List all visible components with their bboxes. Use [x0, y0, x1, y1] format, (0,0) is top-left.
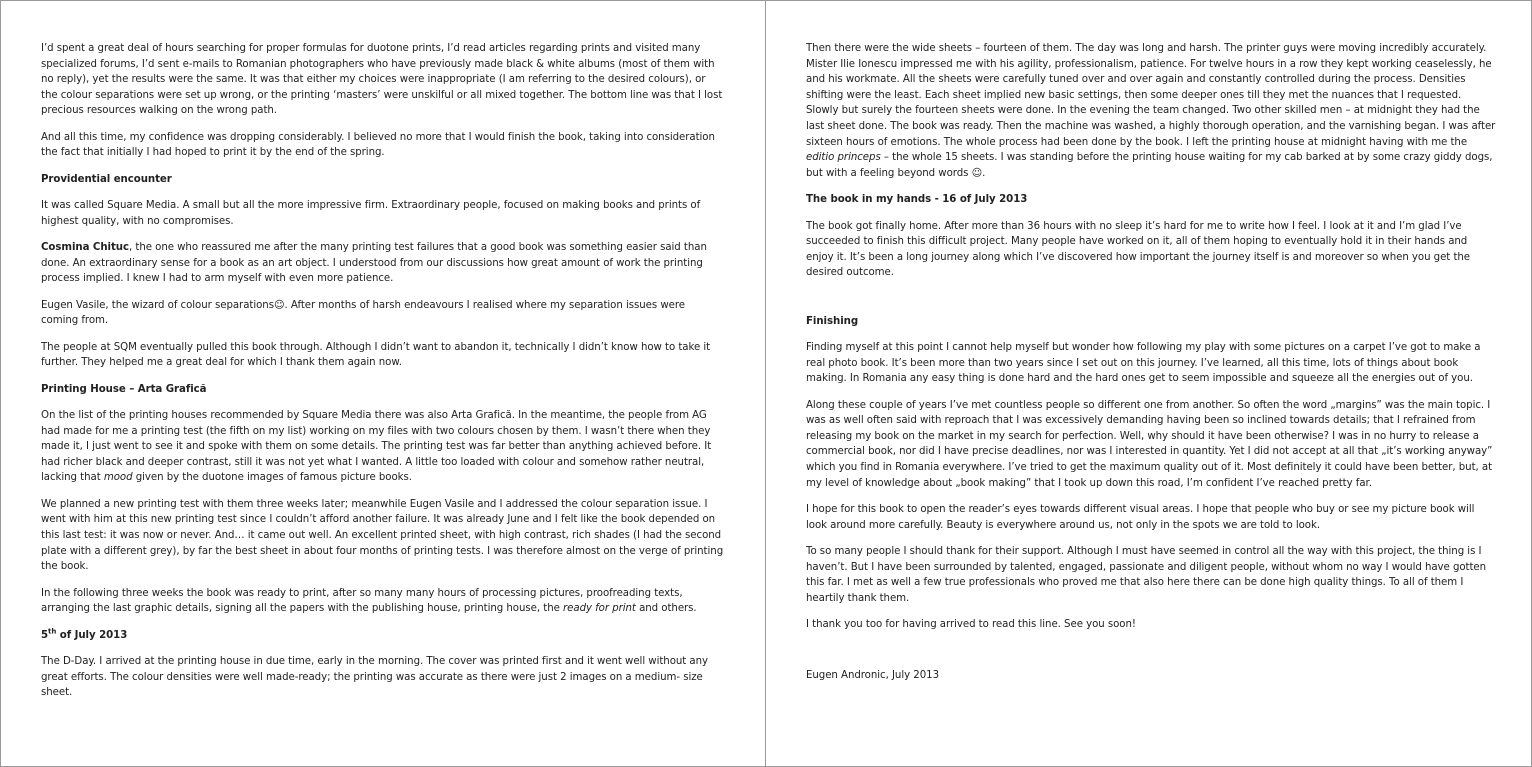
paragraph: We planned a new printing test with them three weeks later; meanwhile Eugen Vasile and I addressed the colour separation issue. I went with him at this new printing test since I couldn’t afford another failure. It was already June and I felt like the book depended on this last test: it was now or never. And… it came out well. An excellent printed sheet, with high contrast, rich shades (I had the second plate with a different grey), by far the best sheet in about four months of printing tests. I was therefore almost on the verge of printing the book.	[41, 498, 724, 573]
paragraph	[41, 586, 725, 617]
date-day: 5	[41, 629, 49, 641]
left-page-text	[41, 41, 725, 712]
date-ordinal: th	[48, 627, 57, 636]
paragraph: The people at SQM eventually pulled this book through. Although I didn’t want to abandon it, technically I didn’t know how to take it further. They helped me a great deal for which I thank them again now.	[41, 341, 711, 369]
paragraph: To so many people I should thank for their support. Although I must have seemed in control all the way with this project, the thing is I haven’t. But I have been surrounded by talented, engaged, passionate and diligent people, without whom no way I would have gotten this far. I met as well a few true professionals who proved me that also here there can be done high quality things. To all of them I heartily thank them.	[806, 546, 1487, 604]
paragraph: Finding myself at this point I cannot help myself but wonder how following my play with some pictures on a carpet I’ve got to make a real photo book. It’s been more than two years since I set out on this journey. I’ve learned, all this time, lots of things about book making. In Romania any easy thing is done hard and the hard ones get to seem impossible and squeeze all the energies out of you.	[806, 342, 1481, 385]
paragraph-text: On the list of the printing houses recommended by Square Media there was also Arta Grafică. In the meantime, the people from AG had made for me a printing test (the fifth on my list) working on my files with two colours chosen by them. I wasn’t there when they made it, I just went to see it and spoke with them on some details. The printing test was far better than anything achieved before. It had richer black and deeper contrast, still it was not yet what I wanted. A little too loaded with colour and somehow rather neutral, lacking that	[41, 410, 712, 484]
paragraph-text: given by the duotone images of famous picture books.	[132, 472, 412, 484]
spacer	[806, 292, 1496, 314]
emphasis-text: editio princeps	[806, 152, 881, 164]
spacer	[806, 644, 1496, 668]
section-heading-printing-house: Printing House – Arta Grafică	[41, 383, 207, 395]
paragraph-text: – the whole 15 sheets. I was standing before the printing house waiting for my cab barked at by some crazy giddy dogs, but with a feeling beyond words ☺.	[806, 152, 1493, 179]
paragraph: I thank you too for having arrived to read this line. See you soon!	[806, 619, 1136, 631]
signature: Eugen Andronic, July 2013	[806, 669, 940, 681]
date-rest: of July 2013	[56, 629, 128, 641]
section-heading-finishing: Finishing	[806, 315, 859, 327]
section-heading-providential-encounter: Providential encounter	[41, 173, 172, 185]
paragraph: It was called Square Media. A small but all the more impressive firm. Extraordinary people, focused on making books and prints of highest quality, with no compromises.	[41, 200, 701, 227]
section-heading-book-in-hands: The book in my hands - 16 of July 2013	[806, 194, 1028, 206]
paragraph-text: and others.	[635, 603, 697, 615]
person-name: Cosmina Chituc	[41, 242, 130, 254]
right-page	[765, 0, 1532, 767]
emphasis-text: ready for print	[563, 603, 636, 615]
paragraph: Along these couple of years I’ve met countless people so different one from another. So often the word „margins” was the main topic. I was as well often said with reproach that I was excessively demanding having been so inclined towards details; that I refrained from releasing my book on the market in my search for perfection. Well, why should it have been otherwise? I was in no hurry to release a commercial book, nor did I have precise deadlines, nor was I interested in quantity. Yet I did not accept at all that „it’s working anyway” which you find in Romania everywhere. I’ve tried to get the maximum quality out of it. Most definitely it could have been better, but, at my level of knowledge about „book making” that I took up down this road, I’m confident I’ve reached pretty far.	[806, 399, 1493, 489]
paragraph	[806, 41, 1496, 181]
paragraph-text: , the one who reassured me after the many printing test failures that a good book was something easier said than done. An extraordinary sense for a book as an art object. I understood from our discussions how great amount of work the printing process implied. I knew I had to arm myself with even more patience.	[41, 242, 707, 285]
paragraph: Eugen Vasile, the wizard of colour separations☺. After months of harsh endeavours I realised where my separation issues were coming from.	[41, 299, 685, 327]
paragraph: I’d spent a great deal of hours searching for proper formulas for duotone prints, I’d read articles regarding prints and visited many specialized forums, I’d sent e-mails to Romanian photographers who have previously made black & white albums (most of them with no reply), yet the results were the same. It was that either my choices were inappropriate (I am referring to the desired colours), or the colour separations were set up wrong, or the printing ‘masters’ were unskilful or all mixed together. The bottom line was that I lost precious resources walking on the wrong path.	[41, 43, 723, 117]
paragraph-text: Then there were the wide sheets – fourteen of them. The day was long and harsh. The printer guys were moving incredibly accurately. Mister Ilie Ionescu impressed me with his agility, professionalism, patience. For twelve hours in a row they kept working ceaselessly, he and his workmate. All the sheets were carefully tuned over and over again and constantly controlled during the process. Densities shifting were the least. Each sheet implied new basic settings, then some deeper ones till they met the nuances that I requested. Slowly but surely the fourteen sheets were done. In the evening the team changed. Two other skilled men – at midnight they had the last sheet done. The book was ready. Then the machine was washed, a highly thorough operation, and the varnishing began. I was after sixteen hours of emotions. The whole process had been done by the book. I left the printing house at midnight having with me the	[806, 43, 1496, 148]
paragraph	[41, 240, 725, 287]
paragraph: The book got finally home. After more than 36 hours with no sleep it’s hard for me to write how I feel. I look at it and I’m glad I’ve succeeded to finish this difficult project. Many people have worked on it, all of them hoping to eventually hold it in their hands and enjoy it. It’s been a long journey along which I’ve discovered how important the journey itself is and moreover so when you get the desired outcome.	[806, 220, 1471, 279]
section-heading-date	[41, 628, 725, 644]
paragraph: I hope for this book to open the reader’s eyes towards different visual areas. I hope that people who buy or see my picture book will look around more carefully. Beauty is everywhere around us, not only in the spots we are told to look.	[806, 504, 1475, 531]
right-page-text	[806, 41, 1496, 694]
paragraph	[41, 408, 725, 486]
emphasis-text: mood	[103, 472, 133, 484]
paragraph: And all this time, my confidence was dropping considerably. I believed no more that I would finish the book, taking into consideration the fact that initially I had hoped to print it by the end of the spring.	[41, 131, 715, 159]
paragraph: The D-Day. I arrived at the printing house in due time, early in the morning. The cover was printed first and it went well without any great efforts. The colour densities were well made-ready; the printing was accurate as there were just 2 images on a medium- size sheet.	[41, 655, 709, 699]
paragraph-text: In the following three weeks the book was ready to print, after so many many hours of processing pictures, proofreading texts, arranging the last graphic details, signing all the papers with the publishing house, printing house, the	[41, 587, 683, 615]
